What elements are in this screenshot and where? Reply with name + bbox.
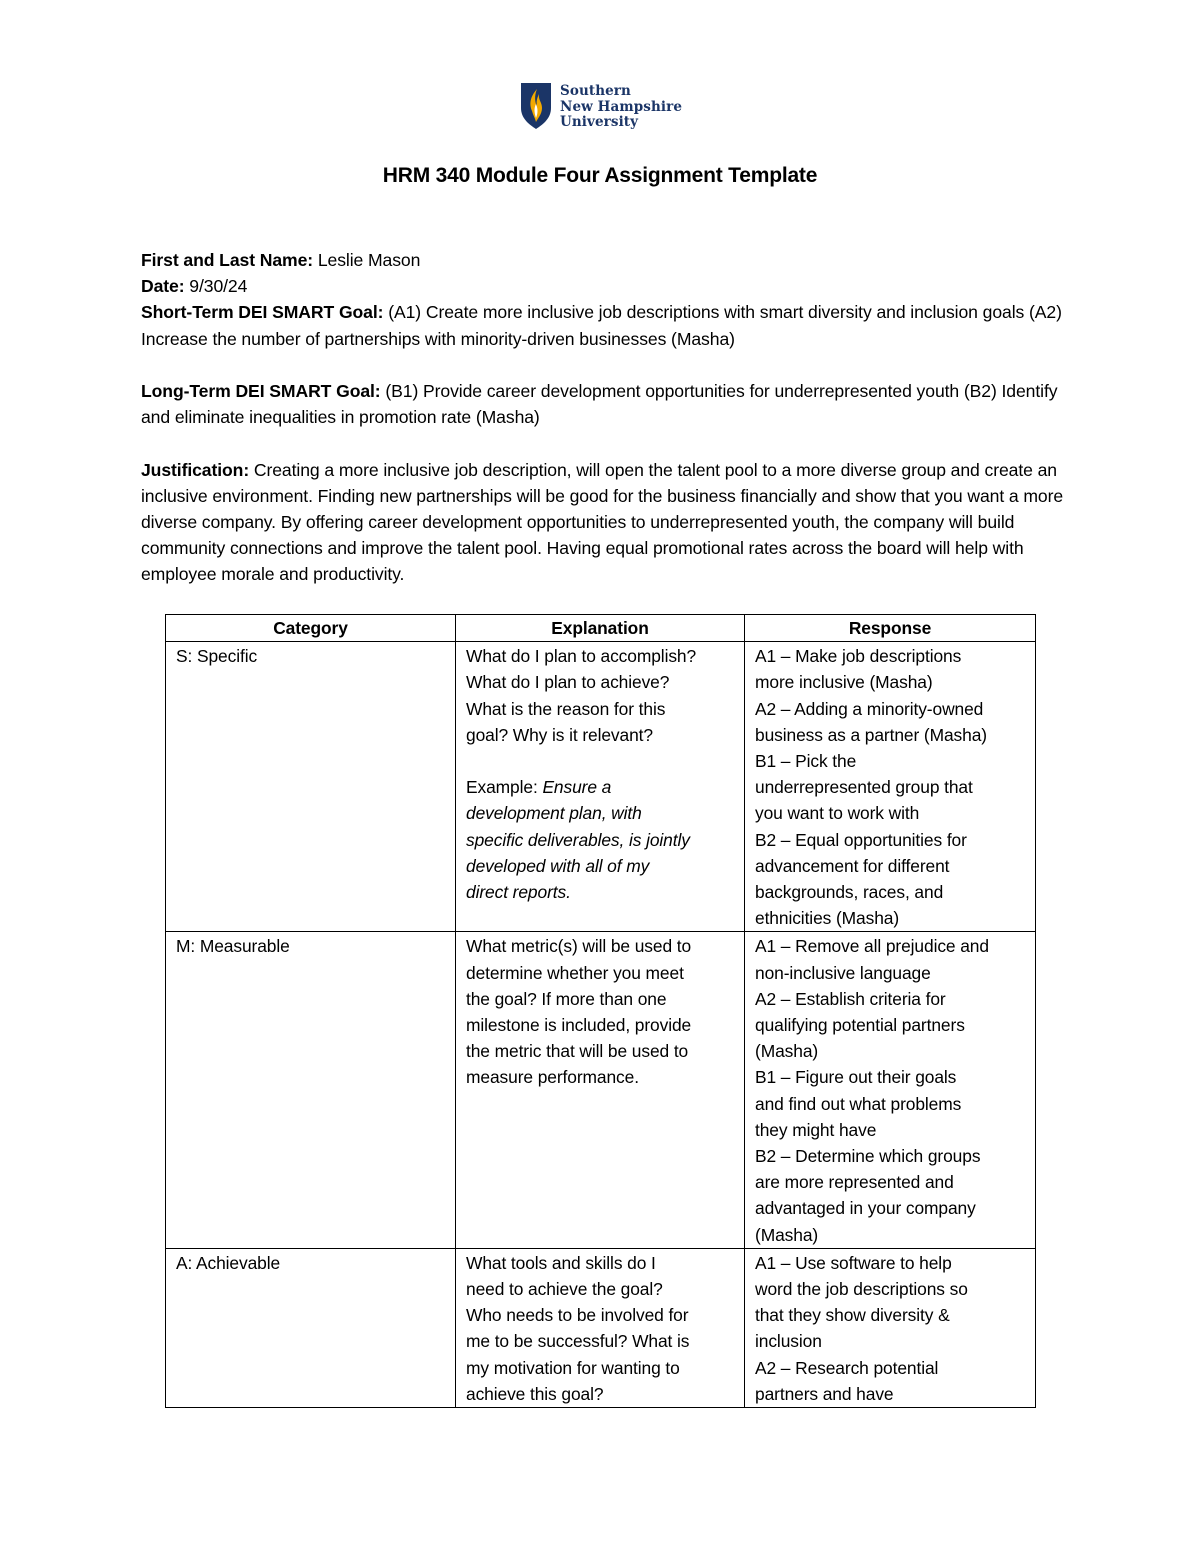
example-text: Ensure a (542, 777, 612, 798)
response-line: inclusion (755, 1331, 822, 1352)
response-line: A1 – Use software to help (755, 1252, 952, 1273)
long-term-value: (B1) Provide career development opportunities for underrepresented youth (B2) Identify and eliminate inequalities in promotion rate (Masha) (141, 381, 1058, 428)
example-text: development plan, with (466, 803, 642, 824)
response-line: more inclusive (Masha) (755, 672, 933, 693)
logo-wordmark (560, 84, 682, 131)
explanation-line: What tools and skills do I (466, 1252, 656, 1273)
explanation-line: me to be successful? What is (466, 1331, 690, 1352)
date-label: Date: (141, 276, 185, 297)
response-line: A2 – Establish criteria for (755, 988, 946, 1009)
explanation-line: What do I plan to achieve? (466, 672, 670, 693)
example-text: specific deliverables, is jointly (466, 829, 690, 850)
explanation-line: goal? Why is it relevant? (466, 724, 653, 745)
justification-label: Justification: (141, 459, 250, 480)
response-line: qualifying potential partners (755, 1015, 965, 1036)
smart-goal-table (165, 614, 1036, 1408)
response-line: B1 – Figure out their goals (755, 1067, 957, 1088)
table-header-row (166, 615, 1036, 642)
justification (141, 457, 1071, 588)
response-line: B2 – Equal opportunities for (755, 829, 967, 850)
response-cell (745, 1248, 1036, 1407)
header-response: Response (745, 615, 1036, 642)
document-body (141, 247, 1071, 588)
response-line: B1 – Pick the (755, 751, 857, 772)
response-line: A1 – Make job descriptions (755, 646, 962, 667)
response-line: word the job descriptions so (755, 1279, 968, 1300)
explanation-line: the metric that will be used to (466, 1041, 689, 1062)
response-line: backgrounds, races, and (755, 882, 944, 903)
logo-line-1: Southern (560, 83, 631, 99)
explanation-line: What do I plan to accomplish? (466, 646, 697, 667)
short-term-value: (A1) Create more inclusive job descriptions with smart diversity and inclusion goals (A2) Increase the number of partnerships with minority-driven businesses (Masha) (141, 302, 1062, 349)
explanation-line: my motivation for wanting to (466, 1357, 680, 1378)
name-label: First and Last Name: (141, 250, 314, 270)
date-value: 9/30/24 (184, 276, 248, 297)
explanation-cell (456, 642, 745, 932)
response-line: are more represented and (755, 1172, 954, 1193)
response-line: they might have (755, 1119, 877, 1140)
response-line: B2 – Determine which groups (755, 1146, 981, 1167)
response-line: A1 – Remove all prejudice and (755, 936, 989, 957)
logo-line-3: University (560, 114, 639, 130)
header-category: Category (166, 615, 456, 642)
long-term-goal (141, 378, 1071, 430)
response-line: business as a partner (Masha) (755, 724, 987, 745)
response-line: and find out what problems (755, 1093, 962, 1114)
response-cell (745, 932, 1036, 1248)
explanation-cell (456, 932, 745, 1248)
justification-value: Creating a more inclusive job description, will open the talent pool to a more diverse group and create an inclusive environment. Finding new partnerships will be good for the business financially and show that you want a more diverse company. By offering career development opportunities to underrepresented youth, the company will build community connections and improve the talent pool. Having equal promotional rates across the board will help with employee morale and productivity. (141, 459, 1064, 585)
logo-line-2: New Hampshire (560, 98, 683, 115)
name-value: Leslie Mason (313, 250, 421, 270)
example-line (466, 774, 734, 800)
flame-shield-icon (520, 82, 552, 130)
university-logo (520, 82, 682, 132)
response-line: partners and have (755, 1383, 894, 1404)
explanation-line: achieve this goal? (466, 1383, 604, 1404)
response-line: A2 – Adding a minority-owned (755, 698, 984, 719)
response-line: advantaged in your company (755, 1198, 976, 1219)
short-term-goal (141, 299, 1071, 351)
response-line: you want to work with (755, 803, 920, 824)
category-cell: M: Measurable (166, 932, 456, 1248)
document-title: HRM 340 Module Four Assignment Template (382, 164, 818, 187)
explanation-line: need to achieve the goal? (466, 1279, 663, 1300)
explanation-line: Who needs to be involved for (466, 1305, 689, 1326)
response-line: non-inclusive language (755, 962, 931, 983)
name-line (141, 247, 1071, 273)
explanation-line: measure performance. (466, 1067, 639, 1088)
response-line: ethnicities (Masha) (755, 908, 900, 929)
response-line: (Masha) (755, 1041, 819, 1062)
table-row (166, 642, 1036, 932)
long-term-label: Long-Term DEI SMART Goal: (141, 381, 381, 401)
short-term-label: Short-Term DEI SMART Goal: (141, 302, 384, 323)
explanation-line: determine whether you meet (466, 962, 684, 983)
example-prefix: Example: (466, 777, 543, 798)
response-line: (Masha) (755, 1224, 819, 1245)
example-text: direct reports. (466, 882, 571, 903)
header-explanation: Explanation (456, 615, 745, 642)
category-cell: S: Specific (166, 642, 456, 932)
explanation-line: What is the reason for this (466, 698, 666, 719)
explanation-line: milestone is included, provide (466, 1015, 692, 1036)
explanation-line: What metric(s) will be used to (466, 936, 692, 957)
example-text: developed with all of my (466, 855, 650, 876)
explanation-cell (456, 1248, 745, 1407)
response-line: underrepresented group that (755, 777, 973, 798)
response-line: advancement for different (755, 855, 950, 876)
table-row (166, 932, 1036, 1248)
response-cell (745, 642, 1036, 932)
date-line (141, 273, 1071, 299)
explanation-line: the goal? If more than one (466, 988, 667, 1009)
table-row (166, 1248, 1036, 1407)
response-line: A2 – Research potential (755, 1357, 939, 1378)
category-cell: A: Achievable (166, 1248, 456, 1407)
response-line: that they show diversity & (755, 1305, 950, 1326)
